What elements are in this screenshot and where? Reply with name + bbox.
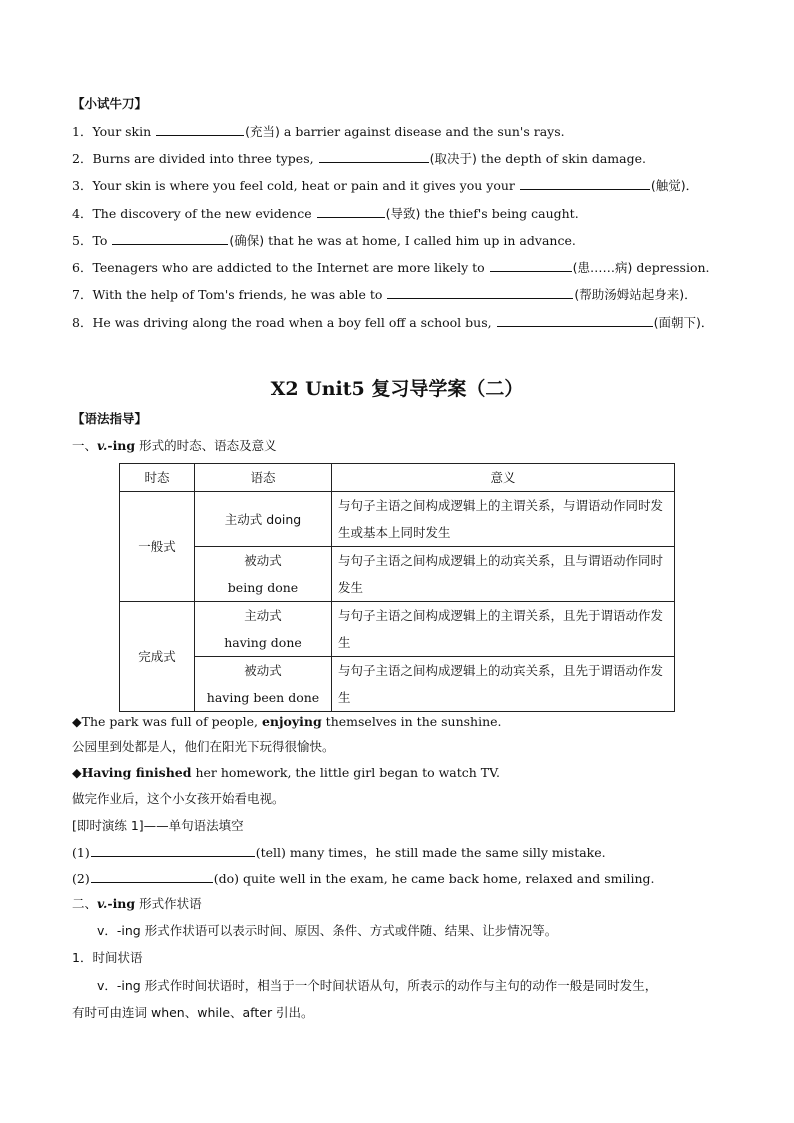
practice-heading: 【小试牛刀】 xyxy=(72,96,148,111)
item-number: 6． xyxy=(72,260,93,275)
item-number: 1． xyxy=(72,124,93,139)
item-hint: (触觉) xyxy=(650,178,686,193)
drill-item-1 xyxy=(72,843,606,862)
section-ing: -ing xyxy=(107,438,136,453)
section-number: 二、 xyxy=(72,896,98,911)
section-v: v. xyxy=(97,438,108,453)
table-row xyxy=(120,657,675,712)
voice-label: 主动式 doing xyxy=(224,511,302,527)
table-header: 时态 xyxy=(120,464,195,492)
item-number: 7． xyxy=(72,287,93,302)
answer-blank[interactable] xyxy=(112,231,228,245)
item-number: 2． xyxy=(72,151,93,166)
item-number: 3． xyxy=(72,178,93,193)
practice-item-8 xyxy=(72,313,713,332)
item-number: 5． xyxy=(72,233,93,248)
answer-blank[interactable] xyxy=(490,258,572,272)
section2-heading xyxy=(72,895,202,913)
section-v: v. xyxy=(97,896,108,911)
practice-item-5 xyxy=(72,231,576,250)
table-header: 意义 xyxy=(332,464,675,492)
voice-form: having been done xyxy=(206,690,320,705)
section1-heading xyxy=(72,437,277,455)
voice-label: 主动式 xyxy=(244,608,282,623)
table-row xyxy=(120,602,675,657)
item-text: With the help of Tom's friends, he was able to xyxy=(92,287,387,302)
item-number: 8． xyxy=(72,315,93,330)
item-hint: (导致) xyxy=(385,206,421,221)
page-title xyxy=(0,374,794,401)
example-2 xyxy=(72,764,500,782)
item-text: The discovery of the new evidence xyxy=(92,206,316,221)
practice-item-2 xyxy=(72,149,646,168)
voice-cell xyxy=(195,492,332,547)
bullet-icon: ◆ xyxy=(72,714,82,729)
item-text: ． xyxy=(700,315,714,330)
example-bold: Having finished xyxy=(81,765,192,780)
item-text: Teenagers who are addicted to the Internet are more likely to xyxy=(92,260,489,275)
voice-label: 被动式 xyxy=(244,553,282,568)
subsection-1-desc-line2: 有时可由连词 when、while、after 引出。 xyxy=(72,1005,314,1020)
drill-number: (1) xyxy=(72,845,90,860)
section-title: 形式作状语 xyxy=(135,896,202,911)
table-header-row xyxy=(120,464,675,492)
bullet-icon: ◆ xyxy=(72,765,82,780)
item-number: 4． xyxy=(72,206,93,221)
drill-number: (2) xyxy=(72,871,90,886)
item-hint: (患……病) xyxy=(572,260,633,275)
item-text: Burns are divided into three types, xyxy=(92,151,318,166)
answer-blank[interactable] xyxy=(91,843,255,857)
answer-blank[interactable] xyxy=(156,122,244,136)
item-hint: (取决于) xyxy=(429,151,477,166)
practice-item-4 xyxy=(72,204,579,223)
item-text: Your skin xyxy=(92,124,156,139)
meaning-cell: 与句子主语之间构成逻辑上的主谓关系，且先于谓语动作发生 xyxy=(332,602,675,657)
item-text: the depth of skin damage. xyxy=(476,151,646,166)
table-header: 语态 xyxy=(195,464,332,492)
voice-cell xyxy=(195,602,332,657)
answer-blank[interactable] xyxy=(319,149,429,163)
answer-blank[interactable] xyxy=(387,285,573,299)
practice-item-1 xyxy=(72,122,565,141)
item-text: depression. xyxy=(632,260,710,275)
example-1-translation: 公园里到处都是人，他们在阳光下玩得很愉快。 xyxy=(72,739,335,754)
voice-form: having done xyxy=(224,635,302,650)
title-en: X2 Unit5 xyxy=(270,378,372,400)
voice-label: 被动式 xyxy=(244,663,282,678)
table-row xyxy=(120,547,675,602)
example-text: themselves in the sunshine. xyxy=(321,714,502,729)
item-hint: (确保) xyxy=(229,233,265,248)
answer-blank[interactable] xyxy=(497,313,653,327)
practice-item-7 xyxy=(72,285,697,304)
item-hint: (充当) xyxy=(245,124,280,139)
subsection-1-heading: 1．时间状语 xyxy=(72,950,143,965)
subsection-1-desc-line1: v．-ing 形式作时间状语时，相当于一个时间状语从句，所表示的动作与主句的动作一般是同时发生， xyxy=(97,978,658,993)
meaning-cell: 与句子主语之间构成逻辑上的动宾关系，且先于谓语动作发生 xyxy=(332,657,675,712)
item-text: ． xyxy=(684,287,697,302)
tense-cell: 一般式 xyxy=(120,492,195,602)
section-title: 形式的时态、语态及意义 xyxy=(135,438,277,453)
item-text: ． xyxy=(685,178,699,193)
tense-cell: 完成式 xyxy=(120,602,195,712)
example-text: The park was full of people, xyxy=(81,714,262,729)
grammar-heading: 【语法指导】 xyxy=(72,411,148,426)
item-text: He was driving along the road when a boy fell off a school bus, xyxy=(92,315,496,330)
item-text: To xyxy=(92,233,112,248)
voice-cell xyxy=(195,657,332,712)
drill-text: (tell) many times，he still made the same silly mistake. xyxy=(255,845,606,860)
drill-text: (do) quite well in the exam, he came back home, relaxed and smiling. xyxy=(213,871,655,886)
voice-form: being done xyxy=(227,580,299,595)
answer-blank[interactable] xyxy=(91,869,213,883)
voice-cell xyxy=(195,547,332,602)
title-cn: 复习导学案（二） xyxy=(371,378,524,400)
practice-item-6 xyxy=(72,258,710,277)
grammar-table xyxy=(119,463,675,712)
item-hint: (帮助汤姆站起身来) xyxy=(574,287,685,302)
table-row xyxy=(120,492,675,547)
practice-item-3 xyxy=(72,176,698,195)
item-text: a barrier against disease and the sun's rays. xyxy=(279,124,565,139)
item-text: Your skin is where you feel cold, heat or pain and it gives you your xyxy=(92,178,519,193)
example-1 xyxy=(72,713,502,731)
item-text: that he was at home, I called him up in advance. xyxy=(264,233,576,248)
drill-item-2 xyxy=(72,869,655,888)
answer-blank[interactable] xyxy=(520,176,650,190)
drill-heading: [即时演练 1]——单句语法填空 xyxy=(72,818,244,833)
section-ing: -ing xyxy=(107,896,136,911)
example-text: her homework, the little girl began to watch TV. xyxy=(191,765,500,780)
answer-blank[interactable] xyxy=(317,204,385,218)
meaning-cell: 与句子主语之间构成逻辑上的主谓关系，与谓语动作同时发生或基本上同时发生 xyxy=(332,492,675,547)
item-hint: (面朝下) xyxy=(653,315,701,330)
example-2-translation: 做完作业后，这个小女孩开始看电视。 xyxy=(72,791,285,806)
example-bold: enjoying xyxy=(261,714,322,729)
meaning-cell: 与句子主语之间构成逻辑上的动宾关系，且与谓语动作同时发生 xyxy=(332,547,675,602)
section2-description: v．-ing 形式作状语可以表示时间、原因、条件、方式或伴随、结果、让步情况等。 xyxy=(97,923,558,938)
section-number: 一、 xyxy=(72,438,98,453)
item-text: the thief's being caught. xyxy=(420,206,579,221)
